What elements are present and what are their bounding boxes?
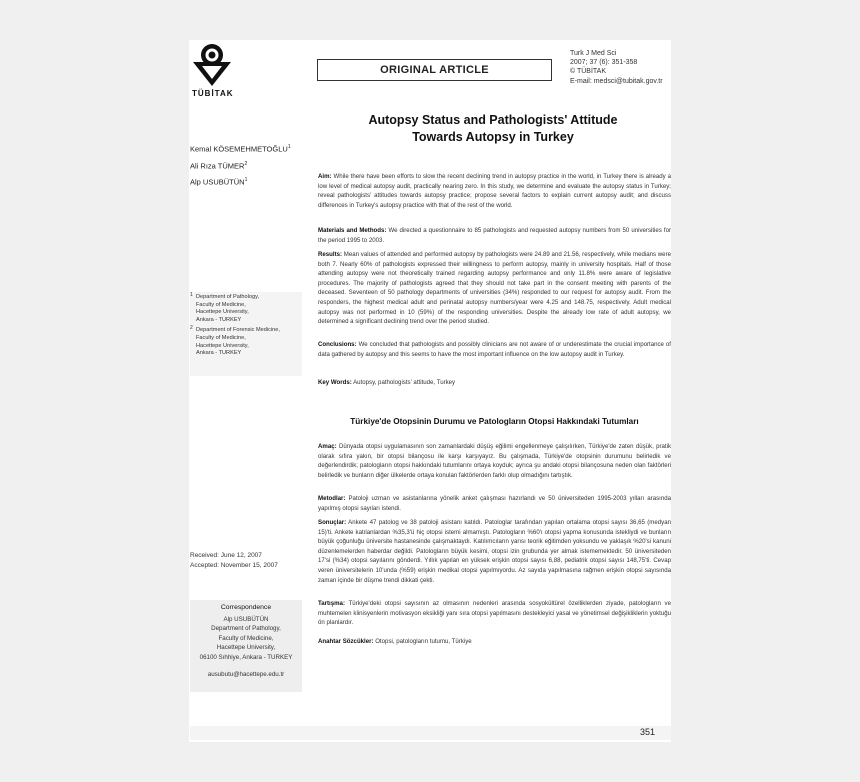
keywords-en: Key Words: Autopsy, pathologists' attitude, Turkey bbox=[318, 379, 456, 386]
correspondence-email[interactable]: ausubutu@hacettepe.edu.tr bbox=[207, 671, 285, 678]
abstract-tr-results: Sonuçlar: Ankete 47 patolog ve 38 patoloji asistanı katıldı. Patologlar tarafından yapılan ortalama otopsi sayısı 36,65 (medyan 15)'ti. Ankete katılanlardan %35,3'ü hiç otopsi istemi almamıştı. Patologların %60'ı otopsi yapma konusunda istekliydi ve bunların büyük çoğunluğu üniversite hastanesinde çalışmaktaydı. Katılımcıların yarısı teorik eğitimden yoksundu ve yaklaşık %20'si kanuni düzenlemelerden haberdar değildi. Patologların büyük kesimi, otopsi izin grubunda yer almak istememektedir. 50 üniversiteden 17'si (%34) otopsi sayılarını gönderdi. Yıllık yapılan en yüksek erişkin otopsi sayısı 6,88, pediatrik otopsi sayısı 148,75'ti. Cevap veren üniversitelerin 10'unda (%59) erişkin medikal otopsi yapılmıyordu. Az sayıda yapılmasına rağmen erişkin otopsi sayısında zaman içinde bir düşme trendi dikkati çekti. bbox=[318, 519, 671, 584]
abstract-conclusions: Conclusions: We concluded that pathologists and possibly clinicians are not aware of or underestimate the crucial importance of data gathered by autopsy and this seems to have the most important influence on the low autopsy audit in Turkey. bbox=[318, 341, 671, 358]
affiliation: 2 Department of Forensic Medicine, Faculty of Medicine, Hacettepe University, Ankara - TURKEY bbox=[190, 325, 280, 357]
author: Alp USUBÜTÜN$^1$ bbox=[190, 177, 248, 187]
affiliations bbox=[190, 294, 302, 361]
correspondence-line: 06100 Sıhhiye, Ankara - TURKEY bbox=[199, 653, 293, 661]
tubitak-emblem-icon bbox=[190, 42, 234, 88]
received-date: Received: June 12, 2007 bbox=[190, 552, 262, 559]
manuscript-dates bbox=[190, 551, 278, 570]
journal-line: Turk J Med Sci bbox=[570, 50, 617, 57]
tubitak-logo bbox=[190, 42, 302, 100]
author: Ali Rıza TÜMER$^2$ bbox=[190, 160, 248, 170]
abstract-aim: Aim: While there have been efforts to slow the recent declining trend in autopsy practice in the world, in Turkey there is already a low level of medical autopsy audit, practically nearing zero. In this study, we determine and evaluate the autopsy status in Turkey; reveal pathologists' attitudes towards autopsy practice; propose several factors to explain current autopsy audit; and discuss differences in Turkey's autopsy practice with that of the rest of the world. bbox=[318, 173, 671, 209]
author-list bbox=[190, 140, 291, 190]
accepted-date: Accepted: November 15, 2007 bbox=[190, 561, 278, 569]
abstract-tr-discussion: Tartışma: Türkiye'deki otopsi sayısının az olmasının nedenleri arasında sosyokültürel özelliklerden ziyade, patologların ve muhtemelen klinisyenlerin motivasyon eksikliği yanı sıra otopsi yapılmasını destekleyici yasal ve yönetimsel değişikliklerin yoktuğu ön planlardır. bbox=[318, 600, 671, 627]
title-line: Towards Autopsy in Turkey bbox=[412, 130, 574, 144]
correspondence-heading: Correspondence bbox=[220, 604, 272, 611]
title-line: Autopsy Status and Pathologists' Attitude bbox=[368, 113, 618, 127]
paper-title bbox=[318, 112, 668, 146]
footer-bar bbox=[190, 726, 671, 740]
journal-line: © TÜBİTAK bbox=[570, 68, 607, 76]
page-number: 351 bbox=[640, 727, 656, 737]
correspondence-line: Hacettepe University, bbox=[216, 644, 276, 651]
keywords-tr: Anahtar Sözcükler: Otopsi, patologların tutumu, Türkiye bbox=[318, 638, 472, 645]
turkish-title: Türkiye'de Otopsinin Durumu ve Patologların Otopsi Hakkındaki Tutumları bbox=[350, 417, 639, 426]
article-type-box: ORIGINAL ARTICLE bbox=[317, 59, 552, 81]
correspondence-box bbox=[190, 600, 302, 692]
journal-line: 2007; 37 (6): 351-358 bbox=[570, 59, 638, 67]
logo-text: TÜBİTAK bbox=[192, 89, 234, 98]
abstract-tr-methods: Metodlar: Patoloji uzman ve asistanlarına yönelik anket çalışması hazırlandı ve 50 üniversiteden 1995-2003 yılları arasında yapılmış otopsi sayıları istendi. bbox=[318, 495, 671, 512]
abstract-results: Results: Mean values of attended and performed autopsy by pathologists were 24.89 and 21.56, respectively, while medians were both 7. Nearly 60% of pathologists expressed their willingness to perform autopsy, mainly in university hospitals. Half of those attending autopsy were not theoretically trained regarding autopsy performance and only 11.8% were aware of legislative procedures. The majority of pathologists agreed that they should not take part in the consent meeting with parents of the deceased. Seventeen of 50 pathology departments of universities (34%) responded to our request for autopsy audit. From the responders, the highest medical adult and perinatal autopsy numbers/year were 4.25 and 148.75, respectively. Adult medical autopsy was not performed in 10 (59%) of the responding universities. Despite the already low rate of adult autopsy, we determined a significant declining trend over the period studied. bbox=[318, 251, 671, 326]
abstract-methods: Materials and Methods: We directed a questionnaire to 85 pathologists and requested autopsy numbers from 50 universities for the period 1995 to 2003. bbox=[318, 227, 671, 244]
correspondence-line: Department of Pathology, bbox=[211, 625, 281, 632]
author: Kemal KÖSEMEHMETOĞLU$^1$ bbox=[190, 144, 291, 154]
correspondence-line: Alp USUBÜTÜN bbox=[223, 615, 269, 623]
journal-info bbox=[570, 49, 663, 86]
correspondence-line: Faculty of Medicine, bbox=[218, 634, 274, 642]
affiliation: 1 Department of Pathology, Faculty of Medicine, Hacettepe University, Ankara - TURKEY bbox=[190, 292, 260, 323]
abstract-tr-aim: Amaç: Dünyada otopsi uygulamasının son zamanlardaki düşüş eğilimi engellenmeye çalışılırken, Türkiye'de zaten düşük, pratik olarak sıfıra yakın, bir otopsi bilançosu ile karşı karşıyayız. Bu çalışmada, Türkiye'de otopsinin durumunu belirledik ve değerlendirdik; patologların otopsi hakkındaki tutumlarını ortaya koyduk; ayrıca şu andaki otopsi bilançosuna neden olan faktörleri belirledik ve bunların diğer ülkelerde ortaya konulan faktörlerden farklı olup olmadığını tartıştık. bbox=[318, 443, 671, 479]
journal-email[interactable]: E-mail: medsci@tubitak.gov.tr bbox=[570, 77, 663, 85]
